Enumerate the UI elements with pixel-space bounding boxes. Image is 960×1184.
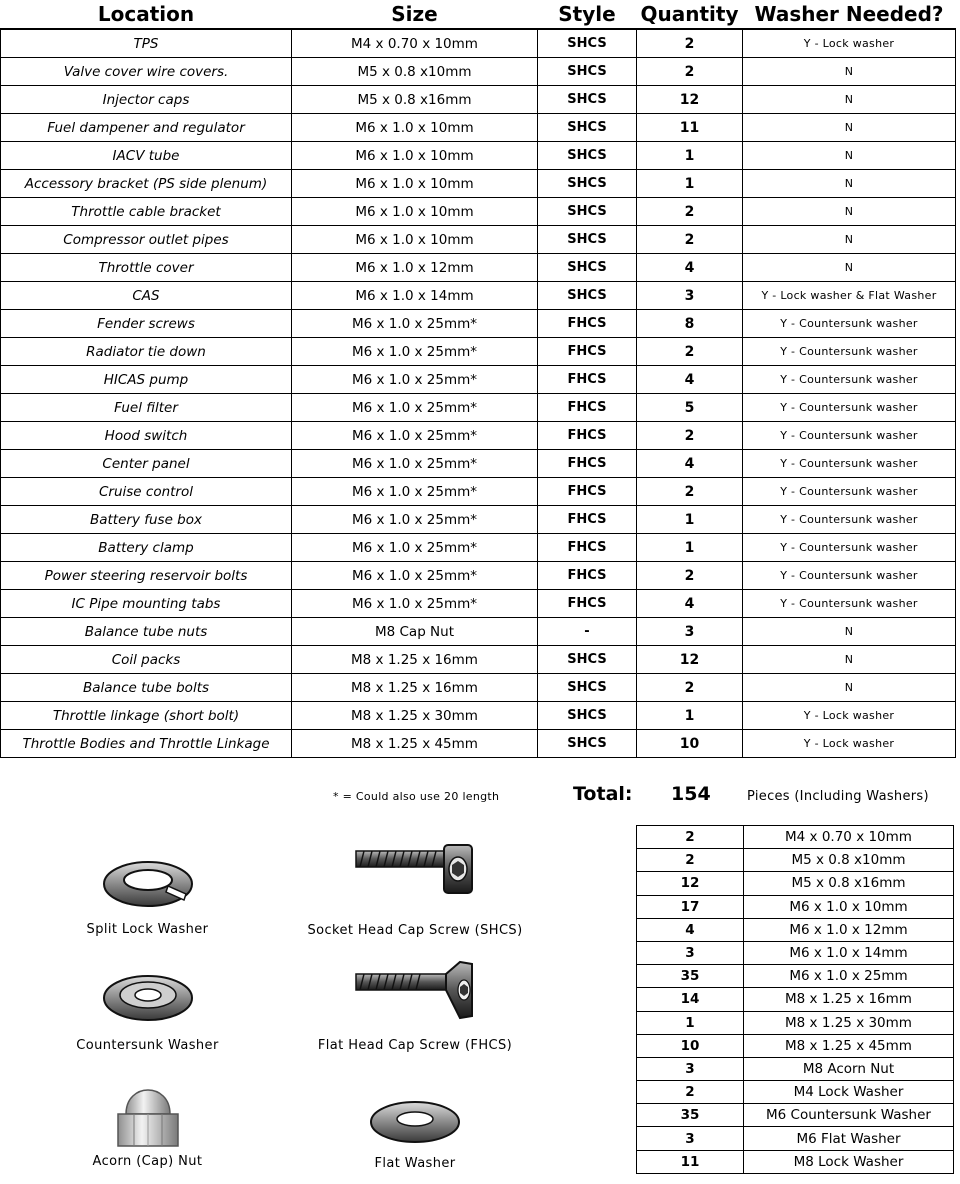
summary-item: M8 x 1.25 x 16mm [744,988,954,1011]
cell-washer-needed: Y - Countersunk washer [743,422,956,450]
summary-row [637,988,954,1011]
cell-style: SHCS [538,730,637,758]
socket-head-cap-screw-label: Socket Head Cap Screw (SHCS) [307,923,523,938]
cell-style: FHCS [538,366,637,394]
cell-style: SHCS [538,58,637,86]
cell-style: SHCS [538,29,637,58]
summary-row [637,849,954,872]
cell-size: M5 x 0.8 x16mm [292,86,538,114]
summary-row [637,918,954,941]
cell-quantity: 2 [637,478,743,506]
cell-size: M6 x 1.0 x 25mm* [292,562,538,590]
cell-washer-needed: Y - Lock washer [743,29,956,58]
cell-washer-needed: Y - Lock washer & Flat Washer [743,282,956,310]
cell-size: M6 x 1.0 x 14mm [292,282,538,310]
cell-size: M6 x 1.0 x 12mm [292,254,538,282]
cell-washer-needed: N [743,254,956,282]
summary-item: M5 x 0.8 x10mm [744,849,954,872]
summary-quantity: 2 [637,849,744,872]
cell-quantity: 2 [637,422,743,450]
summary-row [637,1057,954,1080]
cell-quantity: 2 [637,226,743,254]
cell-style: SHCS [538,282,637,310]
total-note: Pieces (Including Washers) [747,789,929,804]
cell-quantity: 4 [637,366,743,394]
cell-washer-needed: Y - Countersunk washer [743,394,956,422]
countersunk-washer-icon [98,962,198,1032]
cell-size: M6 x 1.0 x 10mm [292,114,538,142]
cell-size: M6 x 1.0 x 25mm* [292,450,538,478]
summary-row [637,1104,954,1127]
table-row [1,58,956,86]
cell-style: SHCS [538,198,637,226]
summary-item: M6 x 1.0 x 25mm [744,965,954,988]
summary-quantity: 35 [637,965,744,988]
summary-quantity: 10 [637,1034,744,1057]
table-header-row [1,0,956,29]
cell-style: FHCS [538,450,637,478]
cell-size: M6 x 1.0 x 25mm* [292,422,538,450]
header-location: Location [1,0,292,29]
cell-size: M8 Cap Nut [292,618,538,646]
summary-item: M8 Lock Washer [744,1150,954,1173]
flat-washer-label: Flat Washer [374,1156,456,1171]
cell-quantity: 11 [637,114,743,142]
cell-location: TPS [1,29,292,58]
legend-countersunk-washer [50,962,245,1053]
summary-row [637,826,954,849]
total-label: Total: [573,783,633,805]
cell-size: M8 x 1.25 x 30mm [292,702,538,730]
cell-location: Center panel [1,450,292,478]
table-row [1,702,956,730]
summary-row [637,872,954,895]
summary-row [637,1011,954,1034]
cell-washer-needed: N [743,142,956,170]
cell-quantity: 8 [637,310,743,338]
table-row [1,338,956,366]
cell-style: FHCS [538,394,637,422]
cell-washer-needed: Y - Lock washer [743,702,956,730]
cell-location: Coil packs [1,646,292,674]
summary-item: M4 x 0.70 x 10mm [744,826,954,849]
legend-flat-washer [315,1094,515,1171]
table-row [1,394,956,422]
summary-item: M6 Flat Washer [744,1127,954,1150]
cell-style: SHCS [538,646,637,674]
cell-style: FHCS [538,562,637,590]
cell-washer-needed: N [743,86,956,114]
cell-quantity: 4 [637,254,743,282]
cell-washer-needed: Y - Countersunk washer [743,310,956,338]
cell-size: M6 x 1.0 x 10mm [292,142,538,170]
table-row [1,366,956,394]
cell-quantity: 12 [637,646,743,674]
cell-location: Injector caps [1,86,292,114]
summary-table [636,825,954,1174]
cell-quantity: 4 [637,450,743,478]
cell-washer-needed: N [743,618,956,646]
cell-style: SHCS [538,226,637,254]
cell-quantity: 2 [637,29,743,58]
cell-quantity: 10 [637,730,743,758]
cell-washer-needed: Y - Countersunk washer [743,590,956,618]
cell-style: FHCS [538,534,637,562]
summary-item: M6 x 1.0 x 12mm [744,918,954,941]
cell-location: Hood switch [1,422,292,450]
cell-location: Throttle linkage (short bolt) [1,702,292,730]
cell-location: Fender screws [1,310,292,338]
cell-quantity: 3 [637,618,743,646]
cell-size: M6 x 1.0 x 25mm* [292,394,538,422]
cell-location: Cruise control [1,478,292,506]
table-row [1,618,956,646]
summary-quantity: 11 [637,1150,744,1173]
cell-style: SHCS [538,86,637,114]
cell-location: Accessory bracket (PS side plenum) [1,170,292,198]
cell-quantity: 1 [637,506,743,534]
footnote: * = Could also use 20 length [333,790,500,803]
table-row [1,562,956,590]
summary-row [637,895,954,918]
cell-quantity: 2 [637,198,743,226]
cell-quantity: 2 [637,562,743,590]
legend-socket-head-cap-screw [295,843,535,938]
table-row [1,730,956,758]
cell-size: M5 x 0.8 x10mm [292,58,538,86]
split-lock-washer-label: Split Lock Washer [86,922,209,937]
table-row [1,170,956,198]
cell-washer-needed: Y - Countersunk washer [743,562,956,590]
table-row [1,506,956,534]
cell-size: M6 x 1.0 x 10mm [292,198,538,226]
summary-item: M4 Lock Washer [744,1081,954,1104]
cell-style: FHCS [538,338,637,366]
header-washer-needed: Washer Needed? [743,0,956,29]
cell-washer-needed: Y - Countersunk washer [743,534,956,562]
cell-location: Throttle Bodies and Throttle Linkage [1,730,292,758]
cell-size: M8 x 1.25 x 16mm [292,674,538,702]
summary-row [637,1081,954,1104]
summary-item: M6 x 1.0 x 10mm [744,895,954,918]
cell-quantity: 1 [637,142,743,170]
table-row [1,646,956,674]
table-row [1,422,956,450]
cell-size: M6 x 1.0 x 25mm* [292,366,538,394]
cell-location: Throttle cable bracket [1,198,292,226]
cell-location: IC Pipe mounting tabs [1,590,292,618]
cell-size: M6 x 1.0 x 25mm* [292,338,538,366]
cell-size: M6 x 1.0 x 25mm* [292,506,538,534]
cell-style: SHCS [538,170,637,198]
table-row [1,590,956,618]
cell-location: Valve cover wire covers. [1,58,292,86]
summary-row [637,1127,954,1150]
table-row [1,29,956,58]
summary-quantity: 12 [637,872,744,895]
legend-split-lock-washer [50,846,245,937]
legend-flat-head-cap-screw [295,960,535,1053]
summary-quantity: 3 [637,941,744,964]
cell-style: FHCS [538,478,637,506]
summary-quantity: 4 [637,918,744,941]
cell-washer-needed: N [743,646,956,674]
cell-size: M8 x 1.25 x 45mm [292,730,538,758]
table-row [1,114,956,142]
summary-quantity: 2 [637,1081,744,1104]
cell-washer-needed: N [743,58,956,86]
table-row [1,450,956,478]
table-row [1,226,956,254]
flat-washer-icon [365,1094,465,1148]
summary-row [637,1034,954,1057]
cell-quantity: 1 [637,702,743,730]
summary-item: M8 Acorn Nut [744,1057,954,1080]
cell-washer-needed: Y - Countersunk washer [743,338,956,366]
cell-location: Radiator tie down [1,338,292,366]
summary-quantity: 2 [637,826,744,849]
cell-size: M4 x 0.70 x 10mm [292,29,538,58]
cell-washer-needed: N [743,170,956,198]
cell-location: Battery clamp [1,534,292,562]
header-quantity: Quantity [637,0,743,29]
cell-washer-needed: N [743,198,956,226]
table-row [1,478,956,506]
cell-style: SHCS [538,254,637,282]
cell-style: SHCS [538,674,637,702]
cell-quantity: 3 [637,282,743,310]
cell-location: Fuel filter [1,394,292,422]
cell-style: SHCS [538,114,637,142]
cell-washer-needed: Y - Lock washer [743,730,956,758]
cell-location: Throttle cover [1,254,292,282]
cell-quantity: 2 [637,58,743,86]
summary-quantity: 17 [637,895,744,918]
table-row [1,142,956,170]
cell-location: Balance tube nuts [1,618,292,646]
cell-quantity: 4 [637,590,743,618]
summary-row [637,1150,954,1173]
cell-size: M8 x 1.25 x 16mm [292,646,538,674]
table-row [1,198,956,226]
summary-quantity: 3 [637,1057,744,1080]
header-style: Style [538,0,637,29]
cell-location: HICAS pump [1,366,292,394]
summary-item: M6 x 1.0 x 14mm [744,941,954,964]
summary-item: M8 x 1.25 x 30mm [744,1011,954,1034]
table-row [1,674,956,702]
summary-quantity: 1 [637,1011,744,1034]
cell-location: Compressor outlet pipes [1,226,292,254]
table-row [1,254,956,282]
cell-location: Balance tube bolts [1,674,292,702]
cell-washer-needed: N [743,114,956,142]
countersunk-washer-label: Countersunk Washer [76,1038,219,1053]
cell-size: M6 x 1.0 x 25mm* [292,310,538,338]
summary-quantity: 3 [637,1127,744,1150]
cell-location: IACV tube [1,142,292,170]
cell-style: FHCS [538,506,637,534]
cell-style: SHCS [538,702,637,730]
table-row [1,86,956,114]
cell-style: FHCS [538,310,637,338]
cell-size: M6 x 1.0 x 25mm* [292,590,538,618]
total-value: 154 [671,783,711,805]
cell-size: M6 x 1.0 x 25mm* [292,478,538,506]
cell-location: Power steering reservoir bolts [1,562,292,590]
cell-quantity: 2 [637,338,743,366]
summary-row [637,965,954,988]
cell-quantity: 5 [637,394,743,422]
flat-head-cap-screw-icon [350,960,480,1032]
cell-style: SHCS [538,142,637,170]
cell-style: - [538,618,637,646]
summary-item: M8 x 1.25 x 45mm [744,1034,954,1057]
split-lock-washer-icon [98,846,198,916]
cell-washer-needed: Y - Countersunk washer [743,450,956,478]
flat-head-cap-screw-label: Flat Head Cap Screw (FHCS) [317,1038,513,1053]
table-row [1,282,956,310]
cell-location: CAS [1,282,292,310]
cell-size: M6 x 1.0 x 25mm* [292,534,538,562]
cell-washer-needed: N [743,226,956,254]
summary-item: M5 x 0.8 x16mm [744,872,954,895]
acorn-nut-icon [108,1074,188,1150]
table-row [1,310,956,338]
summary-row [637,941,954,964]
header-size: Size [292,0,538,29]
summary-item: M6 Countersunk Washer [744,1104,954,1127]
summary-quantity: 35 [637,1104,744,1127]
legend-acorn-nut [50,1074,245,1169]
cell-washer-needed: Y - Countersunk washer [743,506,956,534]
cell-quantity: 1 [637,534,743,562]
cell-location: Fuel dampener and regulator [1,114,292,142]
acorn-nut-label: Acorn (Cap) Nut [92,1154,203,1169]
cell-quantity: 2 [637,674,743,702]
cell-washer-needed: Y - Countersunk washer [743,478,956,506]
cell-washer-needed: N [743,674,956,702]
table-row [1,534,956,562]
socket-head-cap-screw-icon [350,843,480,915]
summary-quantity: 14 [637,988,744,1011]
cell-size: M6 x 1.0 x 10mm [292,170,538,198]
cell-quantity: 1 [637,170,743,198]
cell-location: Battery fuse box [1,506,292,534]
cell-style: FHCS [538,422,637,450]
cell-washer-needed: Y - Countersunk washer [743,366,956,394]
cell-quantity: 12 [637,86,743,114]
cell-style: FHCS [538,590,637,618]
cell-size: M6 x 1.0 x 10mm [292,226,538,254]
